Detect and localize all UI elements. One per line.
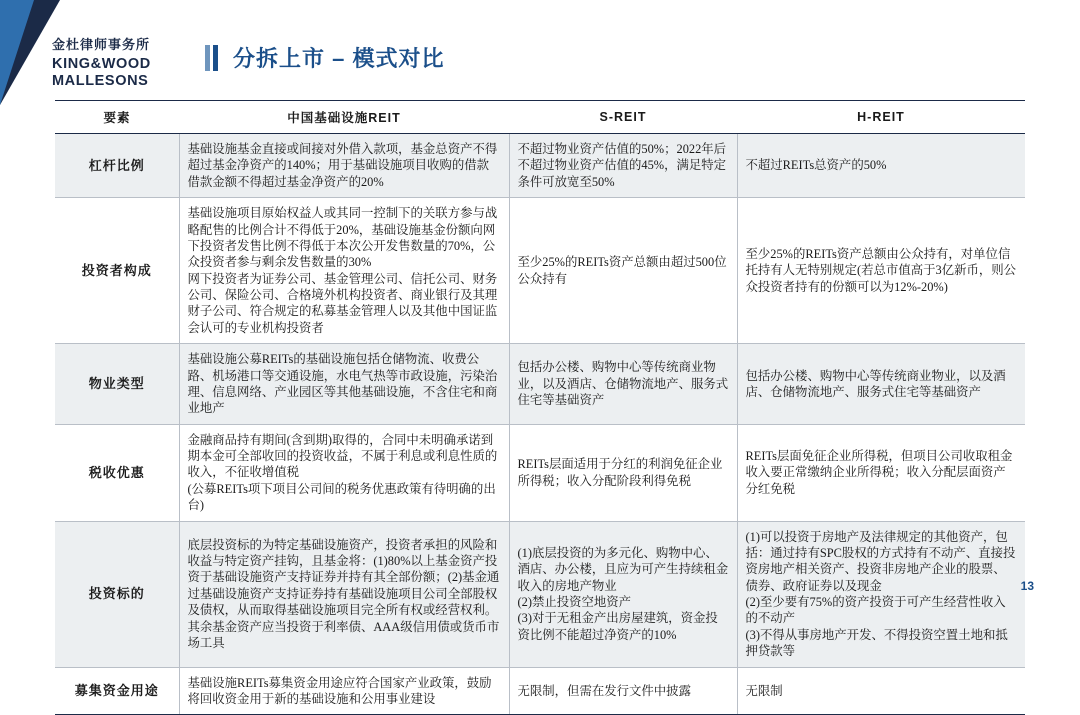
comparison-table [55,100,1025,715]
table-row [55,344,1025,425]
cell-h-reit: 无限制 [737,667,1025,715]
firm-name-en-line2: MALLESONS [52,72,149,89]
cell-s-reit: 不超过物业资产估值的50%；2022年后不超过物业资产估值的45%，满足特定条件可放宽至50% [509,134,737,198]
corner-decoration [0,0,60,105]
slide-header [205,42,444,73]
cell-china-reit: 金融商品持有期间(含到期)取得的，合同中未明确承诺到期本金可全部收回的投资收益，不属于利息或利息性质的收入，不征收增值税 (公募REITs项下项目公司间的税务优惠政策有待明确的出台) [179,424,509,521]
table-row [55,424,1025,521]
cell-china-reit: 基础设施项目原始权益人或其同一控制下的关联方参与战略配售的比例合计不得低于20%，基础设施基金份额向网下投资者发售比例不得低于本次公开发售数量的70%，公众投资者参与剩余发售数量的30% 网下投资者为证券公司、基金管理公司、信托公司、财务公司、保险公司、合格境外机构投资者、商业银行及其理财子公司、符合规定的私募基金管理人以及其他中国证监会认可的专业机构投资者 [179,198,509,344]
firm-name-cn: 金杜律师事务所 [52,37,151,52]
corner-triangle-blue [0,0,34,105]
column-header-h-reit: H-REIT [737,101,1025,134]
cell-china-reit: 基础设施基金直接或间接对外借入款项，基金总资产不得超过基金净资产的140%；用于基础设施项目收购的借款借款金额不得超过基金净资产的20% [179,134,509,198]
cell-china-reit: 基础设施REITs募集资金用途应符合国家产业政策，鼓励将回收资金用于新的基础设施和公用事业建设 [179,667,509,715]
page-number: 13 [1020,579,1034,593]
column-header-china-reit: 中国基础设施REIT [179,101,509,134]
cell-h-reit: 不超过REITs总资产的50% [737,134,1025,198]
cell-s-reit: (1)底层投资的为多元化、购物中心、酒店、办公楼，且应为可产生持续租金收入的房地产物业 (2)禁止投资空地资产 (3)对于无租金产出房屋建筑，资金投资比例不能超过净资产的10% [509,521,737,667]
title-bar-dark [213,45,218,71]
cell-h-reit: (1)可以投资于房地产及法律规定的其他资产，包括：通过持有SPC股权的方式持有不动产、直接投资房地产相关资产、投资非房地产企业的股票、债券、政府证券以及现金 (2)至少要有75%的资产投资于可产生经营性收入的不动产 (3)不得从事房地产开发、不得投资空置土地和抵押贷款等 [737,521,1025,667]
cell-h-reit: 包括办公楼、购物中心等传统商业物业，以及酒店、仓储物流地产、服务式住宅等基础资产 [737,344,1025,425]
cell-china-reit: 基础设施公募REITs的基础设施包括仓储物流、收费公路、机场港口等交通设施，水电气热等市政设施，污染治理、信息网络、产业园区等其他基础设施，不含住宅和商业地产 [179,344,509,425]
table-row [55,521,1025,667]
row-label: 投资标的 [55,521,179,667]
cell-s-reit: 包括办公楼、购物中心等传统商业物业，以及酒店、仓储物流地产、服务式住宅等基础资产 [509,344,737,425]
page-title: 分拆上市 – 模式对比 [233,46,445,71]
cell-s-reit: 至少25%的REITs资产总额由超过500位公众持有 [509,198,737,344]
row-label: 投资者构成 [55,198,179,344]
table-row [55,198,1025,344]
column-header-element: 要素 [55,101,179,134]
row-label: 杠杆比例 [55,134,179,198]
title-accent-bars [205,45,221,71]
row-label: 募集资金用途 [55,667,179,715]
column-header-s-reit: S-REIT [509,101,737,134]
table-row [55,667,1025,715]
cell-s-reit: 无限制，但需在发行文件中披露 [509,667,737,715]
cell-h-reit: 至少25%的REITs资产总额由公众持有，对单位信托持有人无特别规定(若总市值高于3亿新币，则公众投资者持有的份额可以为12%-20%) [737,198,1025,344]
firm-logo [52,38,192,89]
cell-china-reit: 底层投资标的为特定基础设施资产，投资者承担的风险和收益与特定资产挂钩，且基金将：(1)80%以上基金资产投资于基础设施资产支持证券并持有其全部份额；(2)基金通过基础设施资产支持证券持有基础设施项目公司全部股权及债权，从而取得基础设施项目完全所有权或经营权利。其余基金资产应当投资于利率债、AAA级信用债或货币市场工具 [179,521,509,667]
cell-h-reit: REITs层面免征企业所得税，但项目公司收取租金收入要正常缴纳企业所得税；收入分配层面资产分红免税 [737,424,1025,521]
row-label: 物业类型 [55,344,179,425]
title-bar-light [205,45,210,71]
table-row [55,134,1025,198]
row-label: 税收优惠 [55,424,179,521]
table-body [55,134,1025,715]
cell-s-reit: REITs层面适用于分红的利润免征企业所得税；收入分配阶段利得免税 [509,424,737,521]
firm-name-en-line1: KING&WOOD [52,55,151,72]
table-header-row [55,101,1025,134]
